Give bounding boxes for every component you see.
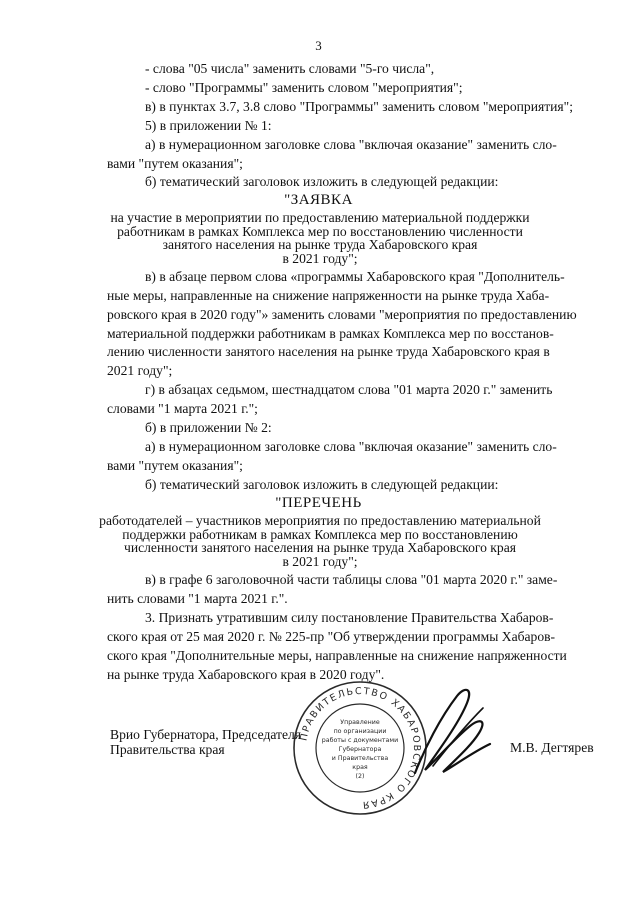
signatory-title (110, 727, 301, 757)
stamp-ring-text: ПРАВИТЕЛЬСТВО ХАБАРОВСКОГО КРАЯ (298, 685, 423, 811)
text-line: г) в абзацах седьмом, шестнадцатом слова "01 марта 2020 г." заменить (145, 382, 553, 397)
handwritten-signature (395, 678, 505, 788)
text-line: 5) в приложении № 1: (145, 118, 272, 133)
signatory-title-line: Правительства края (110, 742, 225, 757)
text-line: словами "1 марта 2021 г."; (107, 401, 258, 416)
zayavka-line: занятого населения на рынке труда Хабаровского края (162, 237, 478, 252)
text-line: 2021 году"; (107, 363, 173, 378)
text-line: - слово "Программы" заменить словом "мероприятия"; (145, 80, 463, 95)
zayavka-line: в 2021 году"; (282, 250, 358, 266)
perechen-line: работодателей – участников мероприятия по предоставлению материальной (99, 513, 541, 528)
stamp-center-text: работы с документами (321, 737, 399, 744)
text-line: б) тематический заголовок изложить в следующей редакции: (145, 477, 499, 492)
perechen-subtitle (80, 514, 560, 568)
zayavka-line: работникам в рамках Комплекса мер по восстановлению численности (117, 223, 523, 239)
text-line: материальной поддержки работникам в рамках Комплекса мер по восстанов- (107, 326, 554, 341)
perechen-line: в 2021 году"; (282, 553, 358, 569)
stamp-center-text: (2) (355, 773, 365, 780)
stamp-center-text: Управление (340, 719, 380, 726)
stamp-center-text: края (352, 764, 368, 771)
text-line: б) тематический заголовок изложить в следующей редакции: (145, 174, 499, 189)
text-line: в) в графе 6 заголовочной части таблицы слова "01 марта 2020 г." заме- (145, 572, 558, 587)
perechen-line: численности занятого населения на рынке труда Хабаровского края (124, 540, 516, 555)
text-line: 3. Признать утратившим силу постановление Правительства Хабаров- (145, 610, 554, 625)
zayavka-subtitle (80, 211, 560, 265)
perechen-line: поддержки работникам в рамках Комплекса мер по восстановлению (122, 526, 518, 542)
text-line: в) в пунктах 3.7, 3.8 слово "Программы" заменить словом "мероприятия"; (145, 99, 574, 114)
stamp-center-text: Губернатора (338, 746, 382, 753)
zayavka-title: "ЗАЯВКА (284, 192, 353, 208)
text-line: лению численности занятого населения на рынке труда Хабаровского края в (107, 344, 550, 359)
zayavka-line: на участие в мероприятии по предоставлению материальной поддержки (110, 210, 530, 225)
stamp-center-text: по организации (333, 728, 387, 735)
text-line: на рынке труда Хабаровского края в 2020 году". (107, 667, 385, 682)
text-line: б) в приложении № 2: (145, 420, 272, 435)
text-line: а) в нумерационном заголовке слова "включая оказание" заменить сло- (145, 439, 557, 454)
stamp-center-text: и Правительства (331, 755, 389, 762)
text-line: в) в абзаце первом слова «программы Хабаровского края "Дополнитель- (145, 269, 565, 284)
text-line: ского края от 25 мая 2020 г. № 225-пр "Об утверждении программы Хабаров- (107, 629, 556, 644)
text-line: ского края "Дополнительные меры, направленные на снижение напряженности (107, 648, 567, 663)
text-line: ные меры, направленные на снижение напряженности на рынке труда Хаба- (107, 288, 550, 303)
signatory-title-line: Врио Губернатора, Председателя (110, 727, 302, 742)
signatory-name: М.В. Дегтярев (510, 740, 594, 755)
text-line: а) в нумерационном заголовке слова "включая оказание" заменить сло- (145, 137, 557, 152)
text-line: нить словами "1 марта 2021 г.". (107, 591, 288, 606)
signature-stroke (415, 690, 490, 773)
page-number: 3 (315, 38, 322, 53)
text-line: ровского края в 2020 году"» заменить словами "мероприятия по предоставлению (107, 307, 577, 322)
text-line: - слова "05 числа" заменить словами "5-го числа", (145, 61, 435, 76)
text-line: вами "путем оказания"; (107, 458, 243, 473)
perechen-title: "ПЕРЕЧЕНЬ (275, 495, 362, 511)
text-line: вами "путем оказания"; (107, 156, 243, 171)
